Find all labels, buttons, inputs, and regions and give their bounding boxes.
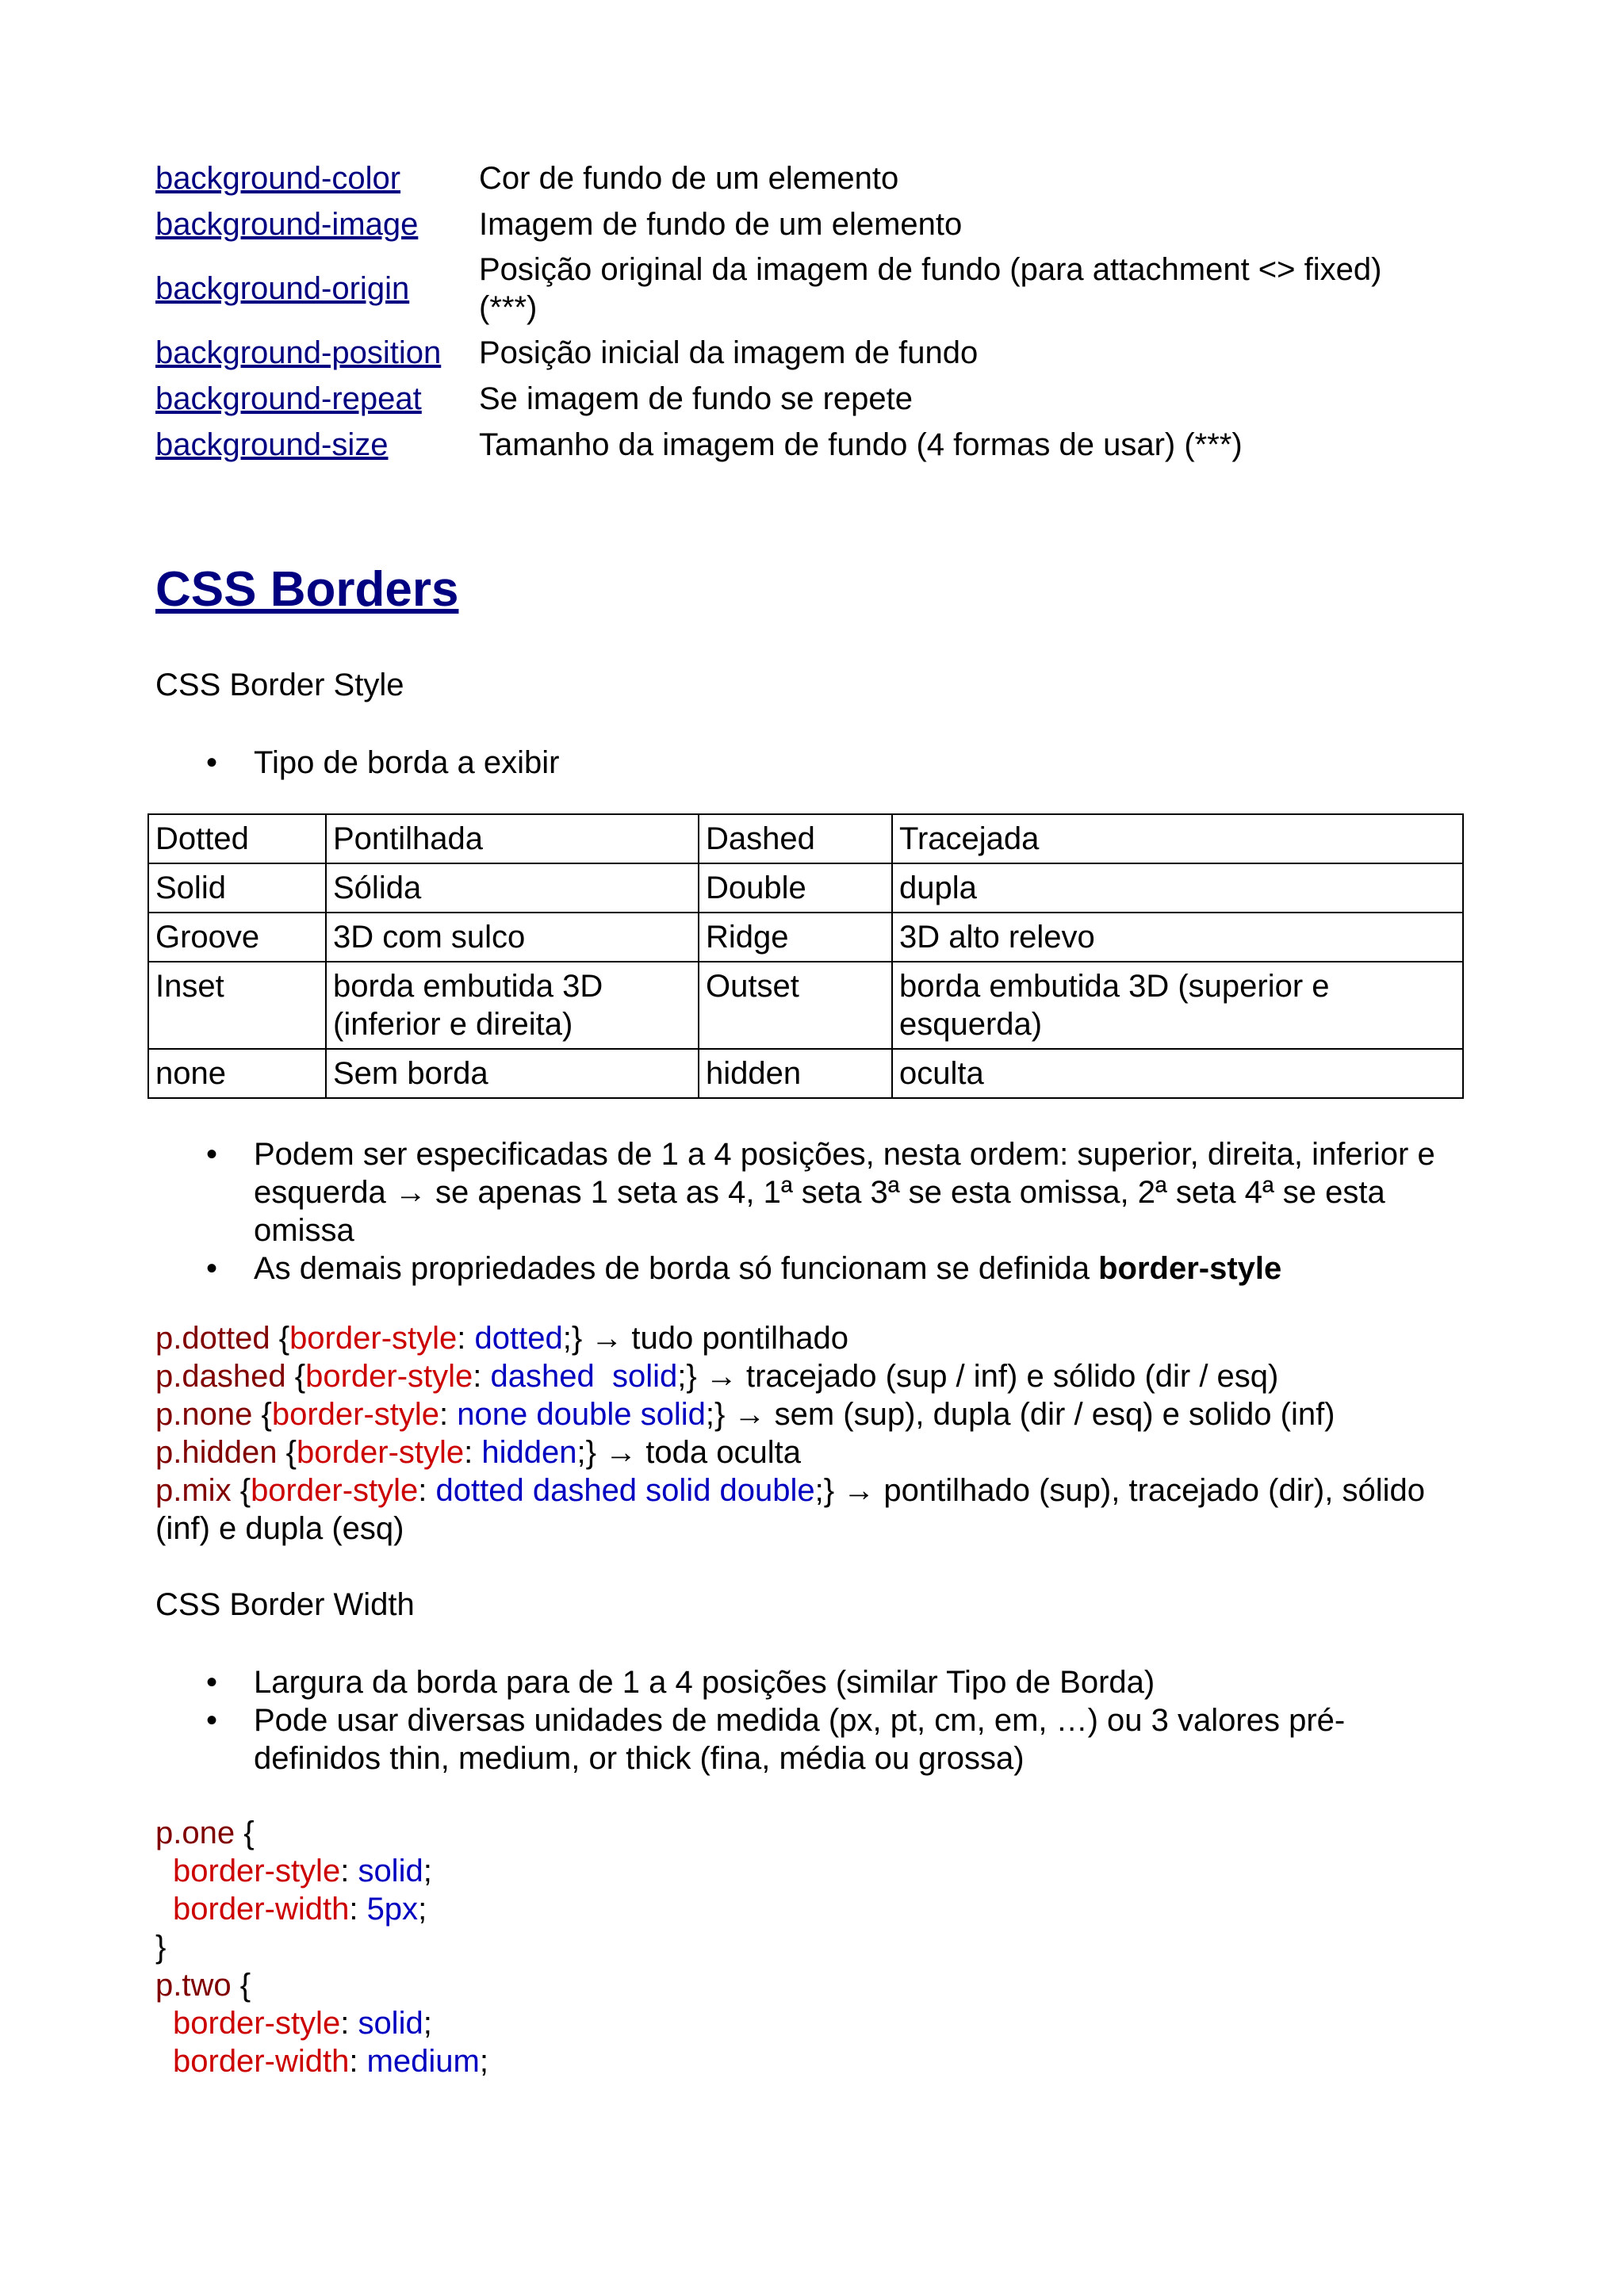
table-cell: Inset	[148, 962, 326, 1049]
table-cell: Tracejada	[892, 814, 1463, 863]
property-row	[155, 201, 1431, 247]
code-value: solid	[358, 2006, 423, 2041]
table-cell: Ridge	[699, 913, 892, 962]
table-row	[148, 814, 1463, 863]
code-property: border-width	[173, 1892, 350, 1927]
bullet-icon: •	[206, 745, 218, 780]
code-property: border-style	[271, 1397, 440, 1432]
code-line	[155, 1471, 1472, 1548]
property-description: Se imagem de fundo se repete	[479, 381, 914, 416]
border-style-notes-list	[155, 1135, 1472, 1288]
border-width-list	[155, 1663, 1472, 1777]
code-colon: :	[349, 2044, 367, 2079]
table-cell: none	[148, 1049, 326, 1098]
code-brace: {	[285, 1359, 306, 1394]
background-properties-table	[155, 155, 1431, 468]
code-value: 5px	[366, 1892, 419, 1927]
list-item-text: As demais propriedades de borda só funcionam se definida	[254, 1251, 1099, 1286]
table-cell: Sólida	[326, 863, 699, 913]
code-colon: :	[473, 1359, 491, 1394]
document-page	[155, 155, 1472, 2080]
list-item	[206, 1663, 1472, 1701]
code-colon: :	[340, 2006, 358, 2041]
property-description: Posição inicial da imagem de fundo	[479, 335, 979, 370]
bullet-icon: •	[206, 1251, 218, 1286]
code-line	[155, 1433, 1472, 1471]
table-cell: borda embutida 3D (superior e esquerda)	[892, 962, 1463, 1049]
border-style-table	[147, 813, 1464, 1099]
table-cell: Solid	[148, 863, 326, 913]
code-brace: }	[155, 1930, 167, 1965]
table-row	[148, 863, 1463, 913]
property-row	[155, 376, 1431, 422]
list-item	[206, 1249, 1472, 1288]
code-comment: → tracejado (sup / inf) e sólido (dir / esq)	[696, 1359, 1279, 1394]
list-item-bold: border-style	[1098, 1251, 1282, 1286]
bullet-icon: •	[206, 1137, 218, 1172]
code-property: border-width	[173, 2044, 350, 2079]
table-row	[148, 913, 1463, 962]
property-link[interactable]: background-size	[155, 427, 389, 462]
property-link[interactable]: background-image	[155, 207, 419, 242]
property-link[interactable]: background-position	[155, 335, 442, 370]
list-item-text: Tipo de borda a exibir	[254, 745, 560, 780]
code-brace: {	[270, 1321, 290, 1356]
table-cell: Dashed	[699, 814, 892, 863]
code-line	[155, 1852, 1472, 1890]
code-value: hidden	[481, 1435, 577, 1470]
code-property: border-style	[305, 1359, 473, 1394]
code-line	[155, 1814, 1472, 1852]
table-row	[148, 1049, 1463, 1098]
code-comment: → sem (sup), dupla (dir / esq) e solido (inf)	[725, 1397, 1335, 1432]
code-line	[155, 1319, 1472, 1357]
code-property: border-style	[289, 1321, 458, 1356]
table-cell: Pontilhada	[326, 814, 699, 863]
property-link[interactable]: background-repeat	[155, 381, 422, 416]
table-cell: hidden	[699, 1049, 892, 1098]
code-line	[155, 2042, 1472, 2080]
code-line	[155, 1966, 1472, 2004]
code-brace: ;}	[677, 1359, 697, 1394]
list-item-text: Largura da borda para de 1 a 4 posições (similar Tipo de Borda)	[254, 1665, 1155, 1700]
property-link[interactable]: background-color	[155, 161, 401, 196]
code-property: border-style	[251, 1473, 419, 1508]
code-value: dotted dashed solid double	[435, 1473, 815, 1508]
border-style-title: CSS Border Style	[155, 668, 404, 702]
table-cell: Groove	[148, 913, 326, 962]
code-selector: p.two	[155, 1968, 232, 2003]
code-comment: → tudo pontilhado	[582, 1321, 849, 1356]
code-line	[155, 1928, 1472, 1966]
code-brace: {	[252, 1397, 272, 1432]
table-cell: oculta	[892, 1049, 1463, 1098]
border-style-intro-list	[155, 744, 1472, 782]
code-colon: :	[340, 1854, 358, 1888]
property-description: Cor de fundo de um elemento	[479, 161, 899, 196]
property-row	[155, 155, 1431, 201]
code-selector: p.hidden	[155, 1435, 278, 1470]
code-colon: :	[418, 1473, 436, 1508]
list-item-text: Pode usar diversas unidades de medida (px, pt, cm, em, …) ou 3 valores pré-definidos thin, medium, or thick (fina, média ou grossa)	[254, 1703, 1346, 1776]
list-item	[206, 1701, 1472, 1777]
code-brace: ;}	[705, 1397, 726, 1432]
code-comment: → pontilhado (sup), tracejado (dir), sólido (inf) e dupla (esq)	[155, 1473, 1434, 1546]
code-value: none double solid	[457, 1397, 706, 1432]
code-value: dashed solid	[490, 1359, 678, 1394]
property-description: Tamanho da imagem de fundo (4 formas de usar) (***)	[479, 427, 1243, 462]
code-property: border-style	[173, 1854, 341, 1888]
code-value: medium	[366, 2044, 480, 2079]
code-value: solid	[358, 1854, 423, 1888]
code-brace: ;}	[814, 1473, 835, 1508]
code-line	[155, 1890, 1472, 1928]
code-brace: {	[235, 1816, 255, 1850]
code-semicolon: ;	[423, 1854, 432, 1888]
code-selector: p.dashed	[155, 1359, 286, 1394]
code-brace: {	[277, 1435, 297, 1470]
code-brace: {	[231, 1473, 251, 1508]
table-cell: 3D alto relevo	[892, 913, 1463, 962]
code-semicolon: ;	[423, 2006, 432, 2041]
border-width-title: CSS Border Width	[155, 1587, 415, 1622]
code-semicolon: ;	[418, 1892, 427, 1927]
border-style-code-block	[155, 1319, 1472, 1548]
code-colon: :	[439, 1397, 458, 1432]
table-cell: Double	[699, 863, 892, 913]
list-item	[206, 1135, 1472, 1249]
code-selector: p.one	[155, 1816, 236, 1850]
list-item	[206, 744, 1472, 782]
table-cell: borda embutida 3D (inferior e direita)	[326, 962, 699, 1049]
code-line	[155, 2004, 1472, 2042]
code-comment: → toda oculta	[596, 1435, 801, 1470]
code-value: dotted	[474, 1321, 563, 1356]
property-description: Imagem de fundo de um elemento	[479, 207, 963, 242]
border-width-code-block	[155, 1814, 1472, 2080]
code-colon: :	[349, 1892, 367, 1927]
table-cell: dupla	[892, 863, 1463, 913]
code-line	[155, 1357, 1472, 1395]
property-link[interactable]: background-origin	[155, 271, 410, 306]
code-selector: p.mix	[155, 1473, 232, 1508]
bullet-icon: •	[206, 1703, 218, 1738]
code-brace: {	[231, 1968, 251, 2003]
list-item-text: Podem ser especificadas de 1 a 4 posições, nesta ordem: superior, direita, inferior e esquerda → se apenas 1 seta as 4, 1ª seta 3ª se esta omissa, 2ª seta 4ª se esta omissa	[254, 1137, 1435, 1248]
section-heading: CSS Borders	[155, 562, 459, 617]
code-property: border-style	[173, 2006, 341, 2041]
code-line	[155, 1395, 1472, 1433]
table-row	[148, 962, 1463, 1049]
table-cell: Dotted	[148, 814, 326, 863]
property-description: Posição original da imagem de fundo (para attachment <> fixed) (***)	[479, 252, 1382, 325]
code-selector: p.none	[155, 1397, 253, 1432]
property-row	[155, 330, 1431, 376]
property-row	[155, 422, 1431, 468]
code-selector: p.dotted	[155, 1321, 270, 1356]
code-brace: ;}	[576, 1435, 597, 1470]
code-semicolon: ;	[479, 2044, 488, 2079]
table-cell: Outset	[699, 962, 892, 1049]
table-cell: 3D com sulco	[326, 913, 699, 962]
bullet-icon: •	[206, 1665, 218, 1700]
table-cell: Sem borda	[326, 1049, 699, 1098]
property-row	[155, 247, 1431, 330]
code-property: border-style	[296, 1435, 465, 1470]
code-brace: ;}	[562, 1321, 583, 1356]
code-colon: :	[457, 1321, 475, 1356]
code-colon: :	[464, 1435, 482, 1470]
